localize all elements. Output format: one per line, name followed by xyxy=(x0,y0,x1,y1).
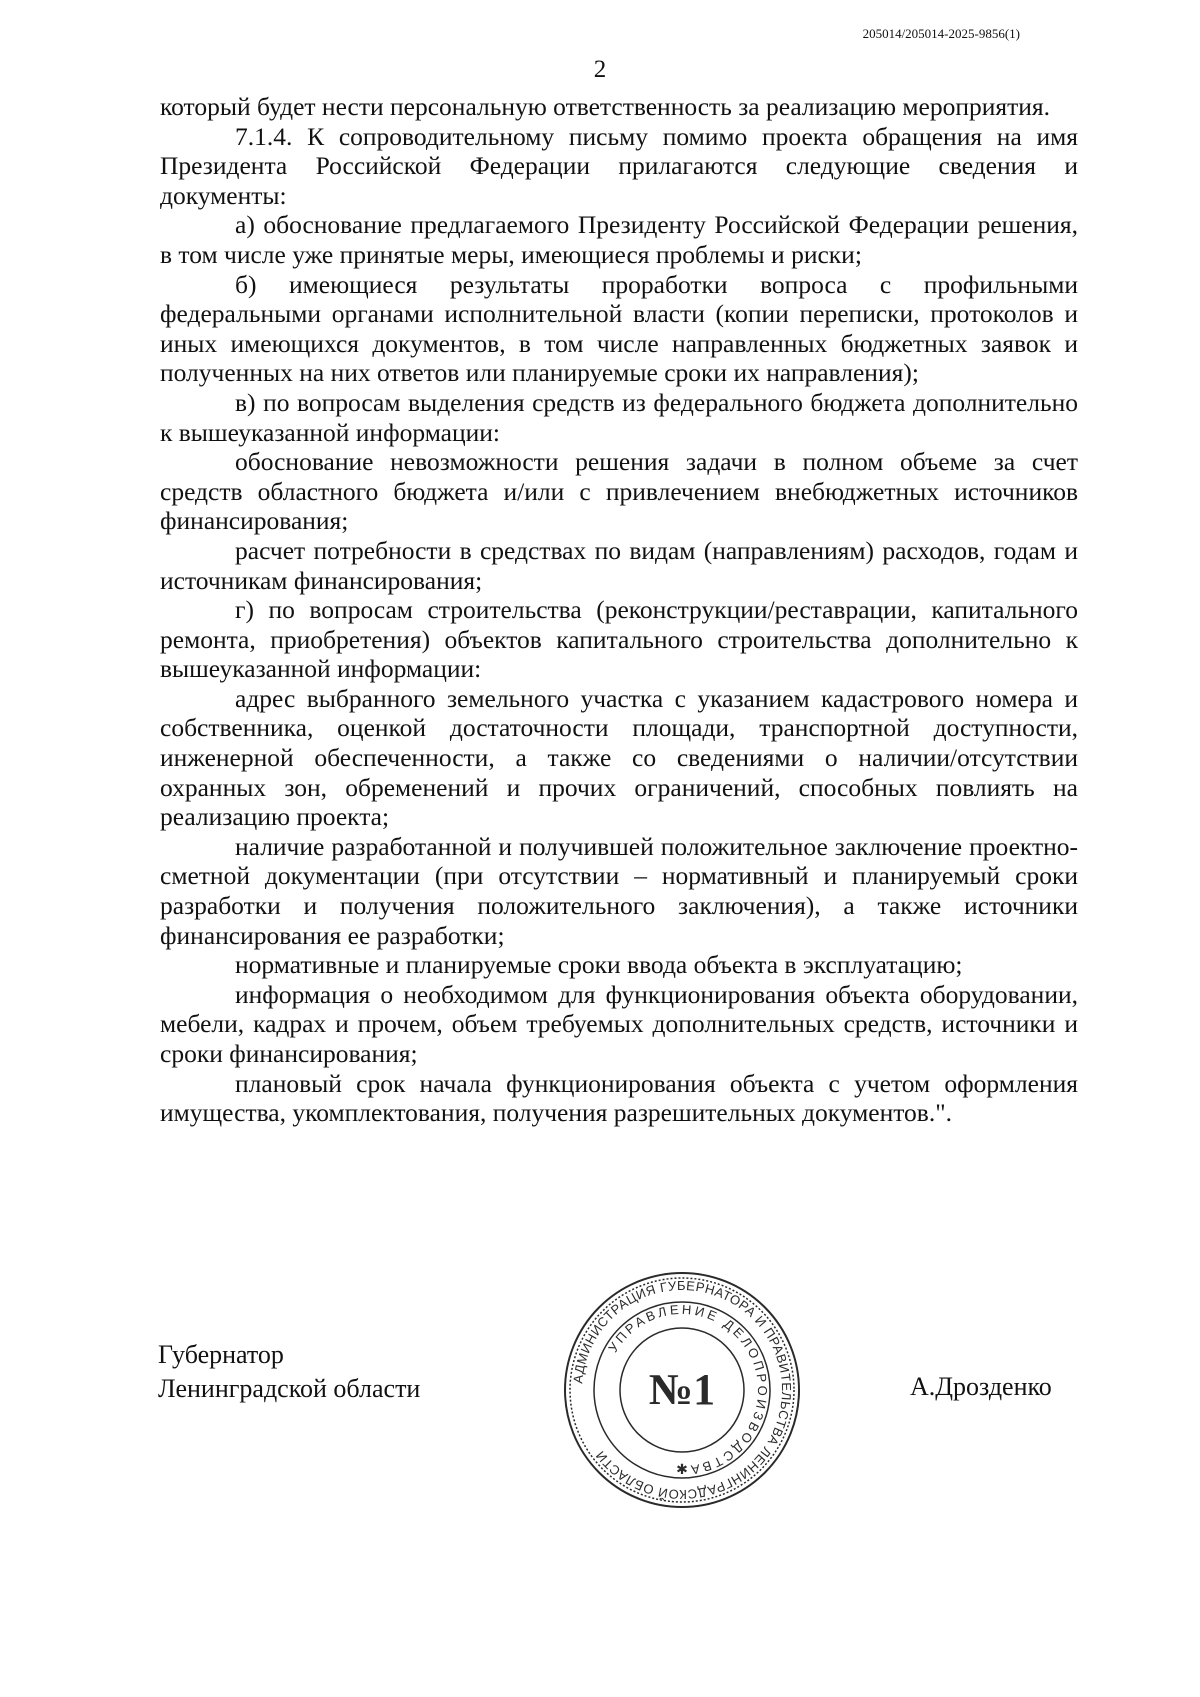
document-body xyxy=(160,92,1078,1128)
paragraph: б) имеющиеся результаты проработки вопроса с профильными федеральными органами исполнительной власти (копии переписки, протоколов и иных имеющихся документов, в том числе направленных бюджетных заявок и полученных на них ответов или планируемые сроки их направления); xyxy=(160,269,1078,388)
paragraph: а) обоснование предлагаемого Президенту Российской Федерации решения, в том числе уже принятые меры, имеющиеся проблемы и риски; xyxy=(160,210,1078,269)
position-line: Губернатор xyxy=(158,1340,284,1369)
stamp-inner-text: УПРАВЛЕНИЕ ДЕЛОПРОИЗВОДСТВА xyxy=(605,1301,771,1478)
stamp-outer-text: АДМИНИСТРАЦИЯ ГУБЕРНАТОРА И ПРАВИТЕЛЬСТВА ЛЕНИНГРАДСКОЙ ОБЛАСТИ xyxy=(570,1277,795,1503)
stamp-star-icon: ✱ xyxy=(676,1462,688,1478)
paragraph: 7.1.4. К сопроводительному письму помимо проекта обращения на имя Президента Российской Федерации прилагаются следующие сведения и документы: xyxy=(160,121,1078,210)
position-line: Ленинградской области xyxy=(158,1374,421,1403)
official-stamp xyxy=(562,1270,802,1510)
paragraph: расчет потребности в средствах по видам (направлениям) расходов, годам и источникам финансирования; xyxy=(160,535,1078,595)
paragraph: обоснование невозможности решения задачи в полном объеме за счет средств областного бюджета и/или с привлечением внебюджетных источников финансирования; xyxy=(160,447,1078,536)
page-number: 2 xyxy=(593,56,607,83)
paragraph: в) по вопросам выделения средств из федерального бюджета дополнительно к вышеуказанной информации: xyxy=(160,387,1078,447)
paragraph: адрес выбранного земельного участка с указанием кадастрового номера и собственника, оценкой достаточности площади, транспортной доступности, инженерной обеспеченности, а также со сведениями о наличии/отсутствии охранных зон, обременений и прочих ограничений, способных повлиять на реализацию проекта; xyxy=(160,683,1078,832)
paragraph: информация о необходимом для функционирования объекта оборудовании, мебели, кадрах и прочем, объем требуемых дополнительных средств, источники и сроки финансирования; xyxy=(160,979,1078,1068)
signatory-name: А.Дрозденко xyxy=(910,1372,1052,1401)
paragraph: г) по вопросам строительства (реконструкции/реставрации, капитального ремонта, приобретения) объектов капитального строительства дополнительно к вышеуказанной информации: xyxy=(160,595,1078,684)
paragraph: плановый срок начала функционирования объекта с учетом оформления имущества, укомплектования, получения разрешительных документов.". xyxy=(160,1068,1078,1128)
signatory-position xyxy=(158,1338,420,1406)
paragraph: наличие разработанной и получившей положительное заключение проектно-сметной документации (при отсутствии – нормативный и планируемый сроки разработки и получения положительного заключения), а также источники финансирования ее разработки; xyxy=(160,831,1078,950)
document-id: 205014/205014-2025-9856(1) xyxy=(862,26,1020,41)
paragraph: который будет нести персональную ответственность за реализацию мероприятия. xyxy=(160,92,1050,121)
paragraph: нормативные и планируемые сроки ввода объекта в эксплуатацию; xyxy=(235,950,963,980)
stamp-center-number: №1 xyxy=(648,1365,716,1414)
